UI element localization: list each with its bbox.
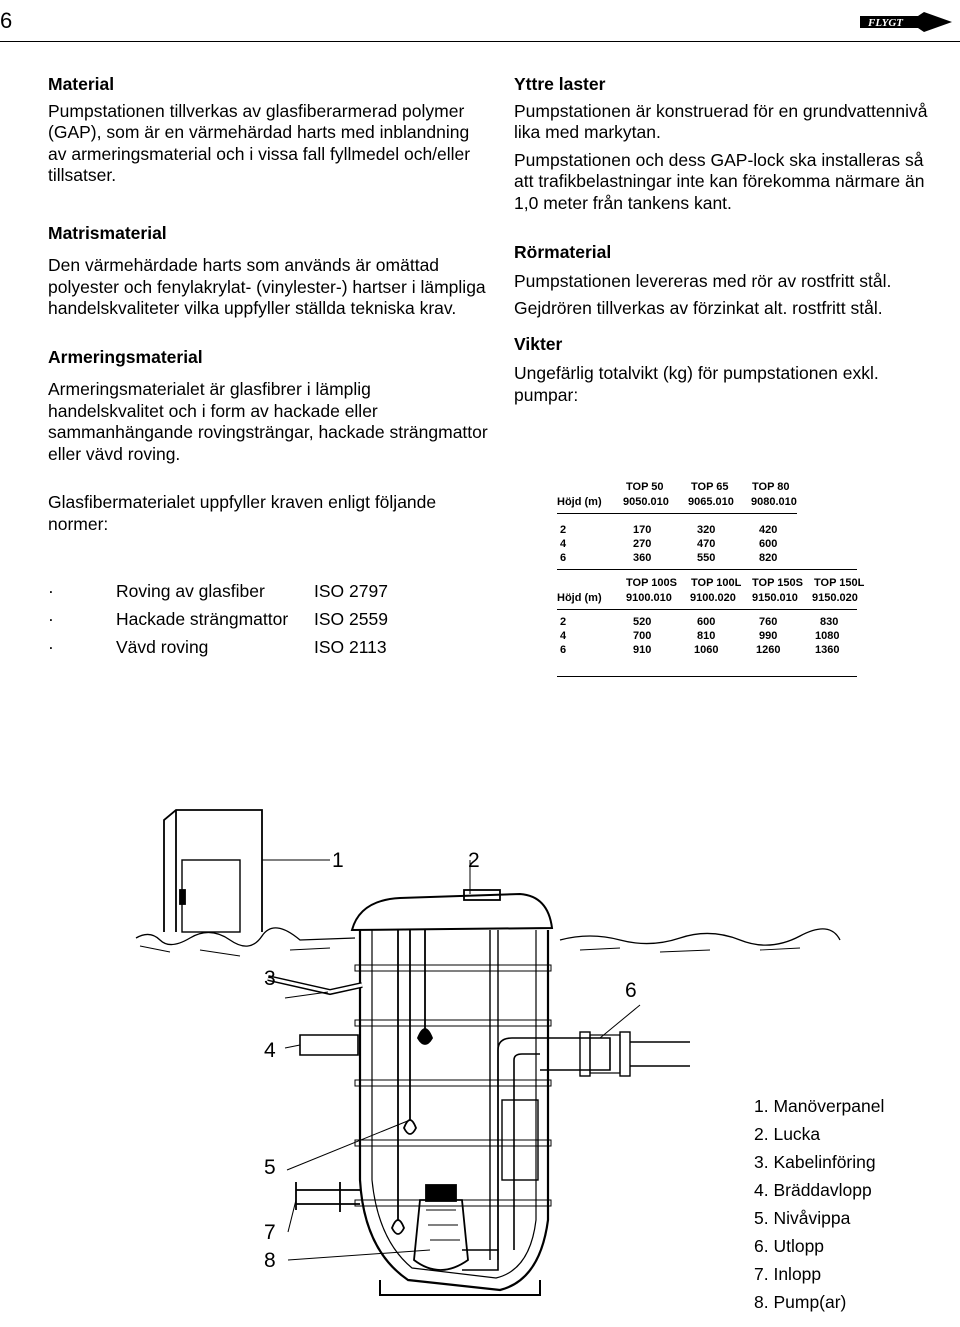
table-cell: 170 — [633, 524, 652, 536]
table-cell: 1080 — [815, 630, 840, 642]
matris-heading: Matrismaterial — [48, 222, 167, 243]
table-header: TOP 150S — [752, 577, 803, 589]
table-cell: 1260 — [756, 644, 781, 656]
table-cell: 1060 — [694, 644, 719, 656]
right-column — [514, 74, 944, 406]
table-row-label: Höjd (m) — [557, 592, 602, 604]
legend-item: 7. Inlopp — [754, 1264, 822, 1284]
ror-text-2: Gejdrören tillverkas av förzinkat alt. rostfritt stål. — [514, 298, 883, 318]
callout-3: 3 — [264, 967, 276, 990]
material-text: Pumpstationen tillverkas av glasfiberarmerad polymer (GAP), som är en värmehärdad harts med inblandning av armeringsmaterial och i vissa fall fyllmedel och/eller tillsatser. — [48, 100, 471, 185]
table-rule — [557, 569, 857, 570]
legend-item: 2. Lucka — [754, 1124, 821, 1144]
table-header: 9080.010 — [751, 496, 797, 508]
table-cell: 910 — [633, 644, 652, 656]
table-header: TOP 100L — [691, 577, 742, 589]
callout-6: 6 — [625, 979, 637, 1002]
table-cell: 760 — [759, 616, 778, 628]
table-cell: 520 — [633, 616, 652, 628]
callout-4: 4 — [264, 1039, 276, 1062]
table-cell: 470 — [697, 538, 716, 550]
ror-heading: Rörmaterial — [514, 242, 612, 262]
table-cell: 6 — [560, 644, 567, 656]
vikter-text: Ungefärlig totalvikt (kg) för pumpstationen exkl. pumpar: — [514, 363, 879, 405]
left-column — [48, 74, 488, 535]
table-cell: 4 — [560, 630, 567, 642]
table-cell: 2 — [560, 524, 567, 536]
table-cell: 4 — [560, 538, 567, 550]
svg-text:FLYGT: FLYGT — [868, 17, 904, 29]
table-cell: 600 — [759, 538, 778, 550]
material-heading: Material — [48, 74, 115, 94]
header-rule — [0, 41, 960, 42]
matris-text: Den värmehärdade harts som används är omättad polyester och fenylakrylat- (vinylester-) hartser i lämpliga handelskvaliteter vilka uppfyller ställda tekniska krav. — [48, 255, 486, 318]
table-cell: 810 — [697, 630, 716, 642]
legend-item: 4. Bräddavlopp — [754, 1180, 872, 1200]
flygt-logo — [858, 10, 954, 34]
callout-7: 7 — [264, 1221, 276, 1244]
table-cell: 600 — [697, 616, 716, 628]
table-rule — [557, 609, 857, 610]
legend-item: 6. Utlopp — [754, 1236, 825, 1256]
table-cell: 990 — [759, 630, 778, 642]
table-header: 9100.010 — [626, 592, 672, 604]
legend-item: 5. Nivåvippa — [754, 1208, 851, 1228]
legend-item: 8. Pump(ar) — [754, 1292, 847, 1312]
control-panel — [164, 810, 262, 932]
yttre-text-1: Pumpstationen är konstruerad för en grundvattennivå lika med markytan. — [514, 100, 928, 142]
table-cell: 270 — [633, 538, 652, 550]
outlet-pipe — [498, 1032, 690, 1250]
table-header: TOP 50 — [626, 481, 664, 493]
legend-item: 1. Manöverpanel — [754, 1096, 885, 1116]
table-header: 9150.020 — [812, 592, 858, 604]
table-header: 9065.010 — [688, 496, 734, 508]
table-cell: 360 — [633, 552, 652, 564]
armering-text: Armeringsmaterialet är glasfibrer i lämplig handelskvalitet och i form av hackade eller sammanhängande rovingsträngar, hackade strängmattor eller vävd roving. — [48, 379, 488, 464]
table-header: TOP 80 — [752, 481, 790, 493]
yttre-heading: Yttre laster — [514, 74, 606, 94]
table-cell: 6 — [560, 552, 567, 564]
ror-text-1: Pumpstationen levereras med rör av rostfritt stål. — [514, 270, 892, 291]
table-cell: 1360 — [815, 644, 840, 656]
table-row-label: Höjd (m) — [557, 496, 602, 508]
table-cell: 820 — [759, 552, 778, 564]
armering-heading: Armeringsmaterial — [48, 346, 203, 367]
table-header: 9150.010 — [752, 592, 798, 604]
vikter-heading: Vikter — [514, 333, 563, 354]
norms-intro: Glasfibermaterialet uppfyller kraven enligt följande normer: — [48, 492, 437, 534]
table-rule — [557, 513, 797, 514]
callout-8: 8 — [264, 1249, 276, 1272]
table-cell: 550 — [697, 552, 716, 564]
page-number: 6 — [0, 8, 13, 33]
table-header: 9100.020 — [690, 592, 736, 604]
table-header: 9050.010 — [623, 496, 669, 508]
table-cell: 420 — [759, 524, 778, 536]
table-header: TOP 150L — [814, 577, 865, 589]
yttre-text-2: Pumpstationen och dess GAP-lock ska installeras så att trafikbelastningar inte kan förekomma närmare än 1,0 meter från tankens kant. — [514, 149, 925, 213]
callout-5: 5 — [264, 1156, 276, 1179]
callout-2: 2 — [468, 849, 480, 872]
table-cell: 2 — [560, 616, 567, 628]
lid — [352, 890, 552, 930]
pump — [414, 1185, 498, 1270]
table-cell: 320 — [697, 524, 716, 536]
legend-item: 3. Kabelinföring — [754, 1152, 876, 1172]
table-rule — [557, 676, 857, 677]
table-cell: 700 — [633, 630, 652, 642]
callout-1: 1 — [332, 849, 344, 872]
table-cell: 830 — [820, 616, 839, 628]
table-header: TOP 100S — [626, 577, 677, 589]
table-header: TOP 65 — [691, 481, 729, 493]
